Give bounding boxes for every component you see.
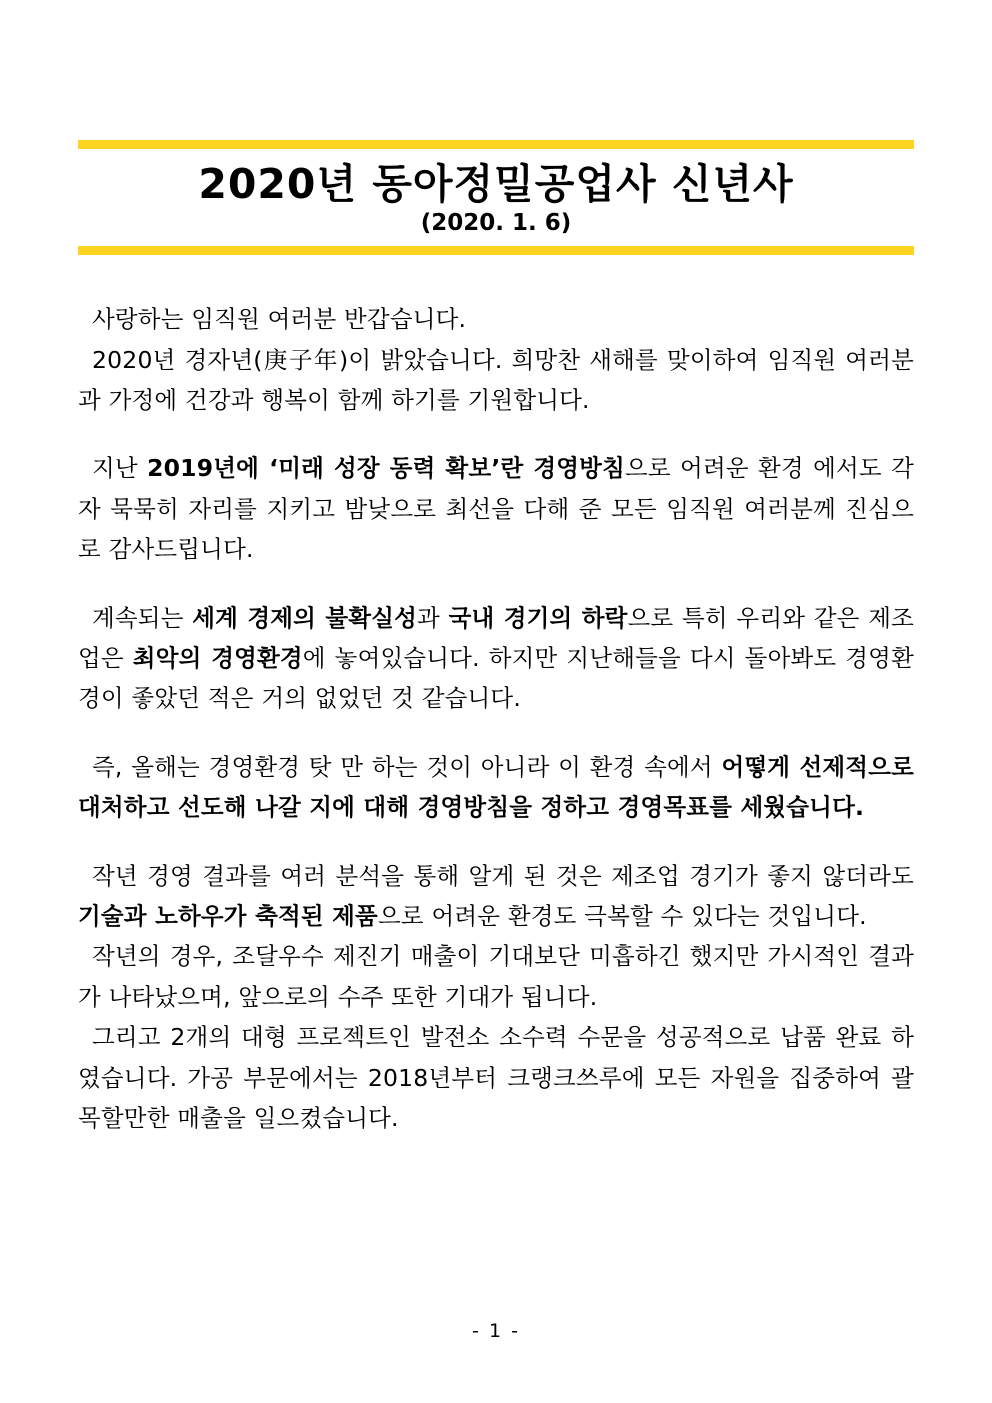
plain-text: 계속되는 (92, 603, 193, 632)
plain-text: 지난 (92, 454, 148, 483)
document-body (78, 0, 914, 1138)
title-block (78, 140, 914, 255)
paragraph-greeting-1 (78, 299, 914, 339)
page-title: 2020년 동아정밀공업사 신년사 (198, 160, 794, 208)
plain-text: 으로 특히 우리와 같은 제조업은 (78, 603, 914, 672)
plain-text: 과 (417, 603, 449, 632)
emphasis-text: 기술과 노하우가 축적된 제품 (78, 902, 378, 931)
paragraph-thanks (78, 448, 914, 569)
plain-text: 사랑하는 임직원 여러분 반갑습니다. (92, 305, 467, 334)
paragraph-greeting-2 (78, 340, 914, 421)
emphasis-text: 세계 경제의 불확실성 (192, 603, 418, 632)
paragraph-result-3 (78, 1017, 914, 1138)
plain-text: 으로 어려운 환경도 극복할 수 있다는 것입니다. (377, 902, 867, 931)
page-number: - 1 - (472, 1320, 520, 1342)
paragraph-environment (78, 598, 914, 719)
plain-text: 작년 경영 결과를 여러 분석을 통해 알게 된 것은 제조업 경기가 좋지 않더라도 (92, 861, 914, 890)
document-date: (2020. 1. 6) (420, 210, 572, 237)
emphasis-text: 2019년에 ‘미래 성장 동력 확보’란 경영방침 (147, 454, 625, 483)
plain-text: 즉, 올해는 경영환경 탓 만 하는 것이 아니라 이 환경 속에서 (92, 752, 722, 781)
emphasis-text: 최악의 경영환경 (132, 643, 303, 672)
paragraph-result-1 (78, 856, 914, 937)
title-bottom-rule (78, 246, 914, 255)
plain-text: 작년의 경우, 조달우수 제진기 매출이 기대보단 미흡하긴 했지만 가시적인 결과가 나타났으며, 앞으로의 수주 또한 기대가 됩니다. (78, 942, 914, 1011)
plain-text: 2020년 경자년(庚子年)이 밝았습니다. 희망찬 새해를 맞이하여 임직원 여러분과 가정에 건강과 행복이 함께 하기를 기원합니다. (78, 345, 914, 414)
plain-text: 에 놓여있습니다. 하지만 지난해들을 다시 돌아봐도 경영환경이 좋았던 적은 거의 없었던 것 같습니다. (78, 643, 914, 713)
plain-text: 그리고 2개의 대형 프로젝트인 발전소 소수력 수문을 성공적으로 납품 완료 하였습니다. 가공 부문에서는 2018년부터 크랭크쓰루에 모든 자원을 집중하여 괄목할만한 매출을 일으켰습니다. (78, 1023, 914, 1133)
letter-text (78, 299, 914, 1138)
emphasis-text: 어떻게 선제적으로 대처하고 선도해 나갈 지에 대해 경영방침을 정하고 경영목표를 세웠습니다. (78, 752, 914, 822)
plain-text: 으로 어려운 환경 에서도 각자 묵묵히 자리를 지키고 밤낮으로 최선을 다해 준 모든 임직원 여러분께 진심으로 감사드립니다. (78, 454, 914, 564)
title-top-rule (78, 140, 914, 149)
paragraph-result-2 (78, 936, 914, 1017)
emphasis-text: 국내 경기의 하락 (448, 603, 628, 632)
paragraph-policy (78, 747, 914, 828)
